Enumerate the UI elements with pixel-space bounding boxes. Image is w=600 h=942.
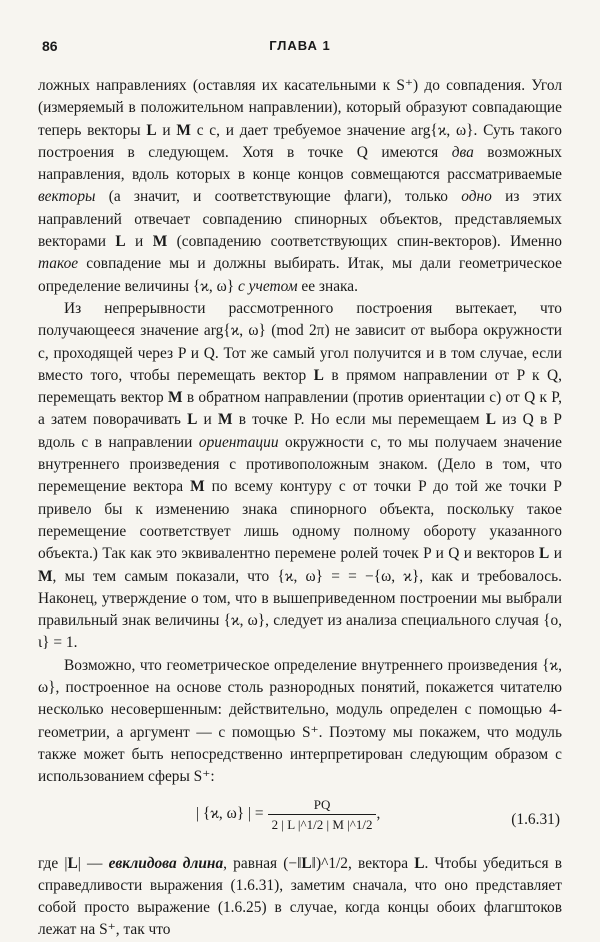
- page-body: [38, 75, 562, 942]
- page-number: 86: [42, 38, 58, 54]
- equation-lhs: | {ϰ, ω} | =: [196, 804, 264, 822]
- equation-comma: ,: [376, 804, 381, 822]
- equation-numerator: PQ: [313, 796, 331, 812]
- paragraph-2: Из непрерывности рассмотренного построения вытекает, что получающееся значение arg{ϰ, ω} (mod 2π) не зависит от выбора окружности c, проходящей через P и Q. Тот же самый угол получится и в том случае, если вместо того, чтобы перемещать вектор L в прямом направлении от P к Q, перемещать вектор M в обратном направлении (против ориентации c) от Q к P, а затем поворачивать L и M в точке P. Но если мы перемещаем L из Q в P вдоль c в направлении ориентации окружности c, то мы получаем значение внутреннего произведения с противоположным знаком. (Дело в том, что перемещение вектора M по всему контуру c от точки P до той же точки P привело бы к изменению знака спинорного объекта, поскольку такое перемещение соответствует лишь одному полному обороту указанного объекта.) Так как это эквивалентно перемене ролей точек P и Q и векторов L и M, мы тем самым показали, что {ϰ, ω} = = −{ω, ϰ}, как и требовалось. Наконец, утверждение о том, что в вышеприведенном построении мы выбрали правильный знак величины {ϰ, ω}, следует из анализа специального случая {o, ι} = 1.: [38, 299, 562, 652]
- paragraph-3: Возможно, что геометрическое определение внутреннего произведения {ϰ, ω}, построенное на основе столь разнородных понятий, покажется читателю несколько несовершенным: действительно, модуль определен с помощью 4-геометрии, а аргумент — с помощью S⁺. Поэтому мы покажем, что модуль также может быть непосредственно интерпретирован следующим образом с использованием сферы S⁺:: [38, 656, 562, 786]
- paragraph-4: где |L| — евклидова длина, равная (−‖L‖)^1/2, вектора L. Чтобы убедиться в справедливости выражения (1.6.31), заметим сначала, что оно представляет собой просто выражение (1.6.25) в случае, когда концы обоих флагштоков лежат на S⁺, так что: [38, 854, 562, 939]
- paragraph-1: ложных направлениях (оставляя их касательными к S⁺) до совпадения. Угол (измеряемый в положительном направлении), который образуют совпадающие теперь векторы L и M с c, и дает требуемое значение arg{ϰ, ω}. Суть такого построения в следующем. Хотя в точке Q имеются два возможных направления, вдоль которых в конце концов совмещаются рассматриваемые векторы (а значит, и соответствующие флаги), только одно из этих направлений отвечает совпадению спинорных объектов, представляемых векторами L и M (совпадению соответствующих спин-векторов). Именно такое совпадение мы и должны выбирать. Итак, мы дали геометрическое определение величины {ϰ, ω} с учетом ее знака.: [38, 77, 563, 295]
- equation-fraction: [268, 797, 377, 832]
- page-header: [42, 38, 558, 58]
- running-title: ГЛАВА 1: [269, 38, 331, 53]
- equation-1-6-31: [38, 791, 562, 853]
- equation-number: (1.6.31): [511, 810, 560, 828]
- equation-denominator: 2 | L |^1/2 | M |^1/2: [268, 814, 377, 832]
